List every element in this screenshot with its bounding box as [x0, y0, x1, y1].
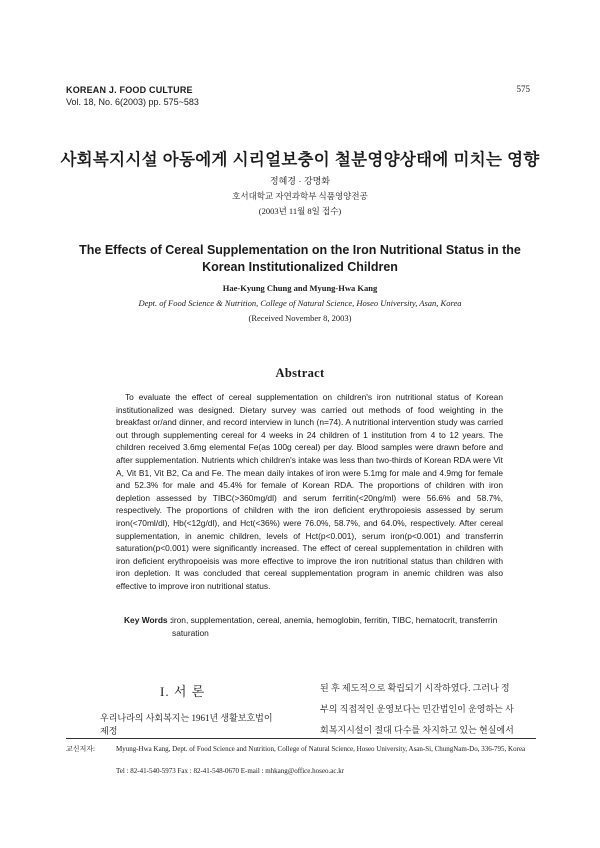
footnote-contact: Tel : 82-41-540-5973 Fax : 82-41-548-0670 E-mail : mhkang@office.hoseo.ac.kr	[116, 767, 345, 775]
korean-title: 사회복지시설 아동에게 시리얼보충이 철분영양상태에 미치는 영향	[60, 151, 540, 169]
section-heading-introduction: I. 서 론	[160, 684, 206, 699]
abstract-heading: Abstract	[275, 366, 325, 380]
intro-right-line: 회복지시설이 절대 다수를 차지하고 있는 현실에서	[320, 725, 514, 735]
intro-right-line: 된 후 제도적으로 확립되기 시작하였다. 그러나 정	[320, 683, 510, 693]
korean-received-date: (2003년 11월 8일 접수)	[258, 206, 342, 216]
english-title: The Effects of Cereal Supplementation on the Iron Nutritional Status in the Korean Institutionalized Children	[79, 243, 521, 274]
journal-name: KOREAN J. FOOD CULTURE	[66, 85, 193, 95]
english-received-date: (Received November 8, 2003)	[248, 313, 352, 323]
volume-info: Vol. 18, No. 6(2003) pp. 575~583	[66, 97, 199, 107]
intro-right-line: 부의 직접적인 운영보다는 민간법인이 운영하는 사	[320, 704, 514, 714]
footnote-address: Myung-Hwa Kang, Dept. of Food Science and Nutrition, College of Natural Science, Hoseo University, Asan-Si, ChungNam-Do, 336-795, Korea	[116, 745, 526, 753]
intro-right-column	[320, 678, 540, 741]
footnote-label: 교신저자:	[66, 745, 95, 753]
korean-affiliation: 호서대학교 자연과학부 식품영양전공	[232, 191, 368, 201]
intro-left-column: 우리나라의 사회복지는 1961년 생활보호법이 제정	[100, 713, 273, 736]
journal-header	[66, 84, 199, 108]
footnote-divider	[66, 738, 536, 739]
abstract-body: To evaluate the effect of cereal supplementation on children's iron nutritional status of Korean institutionalized was designed. Dietary survey was carried out methods of food weighting in the breakfast or/and dinner, and record interview in lunch (n=74). A nutritional intervention study was carried out through supplementing cereal for 4 weeks in 24 children of 1 institution from 4 to 12 years. The children received 3.6mg elemental Fe(as 100g cereal) per day. Blood samples were drawn before and after supplementation. Nutrients which children's intake was less than two-thirds of Korean RDA were Vit A, Vit B1, Vit B2, Ca and Fe. The mean daily intakes of iron were 5.1mg for male and 4.9mg for female and 52.3% for male and 45.4% for female of Korean RDA. The proportions of children with iron depletion assessed by TIBC(>360mg/dl) and serum ferritin(<20ng/ml) were 56.6% and 58.7%, respectively. The proportions of children with the iron deficient erythropoiesis assessed by serum iron(<70ml/dl), Hb(<12g/dl), and Hct(<36%) were 76.0%, 58.7%, and 64.0%, respectively. After cereal supplementation, in anemic children, levels of Hct(p<0.001), serum iron(p<0.001) and transferrin saturation(p<0.001) were significantly increased. The effect of cereal supplementation in children with iron deficient erythropoeisis was more effective to improve the iron nutritional status than children with iron depletion. It was concluded that cereal supplementation program in anemic children was also effective to improve iron nutritional status.	[116, 392, 503, 591]
page-number: 575	[516, 84, 530, 94]
english-authors: Hae-Kyung Chung and Myung-Hwa Kang	[222, 283, 378, 293]
korean-authors: 정혜경 · 강명화	[269, 176, 331, 186]
keywords-label: Key Words :	[124, 615, 173, 625]
keywords-text: iron, supplementation, cereal, anemia, hemoglobin, ferritin, TIBC, hematocrit, transferrin saturation	[172, 615, 498, 638]
english-affiliation: Dept. of Food Science & Nutrition, College of Natural Science, Hoseo University, Asan, Korea	[138, 298, 462, 308]
